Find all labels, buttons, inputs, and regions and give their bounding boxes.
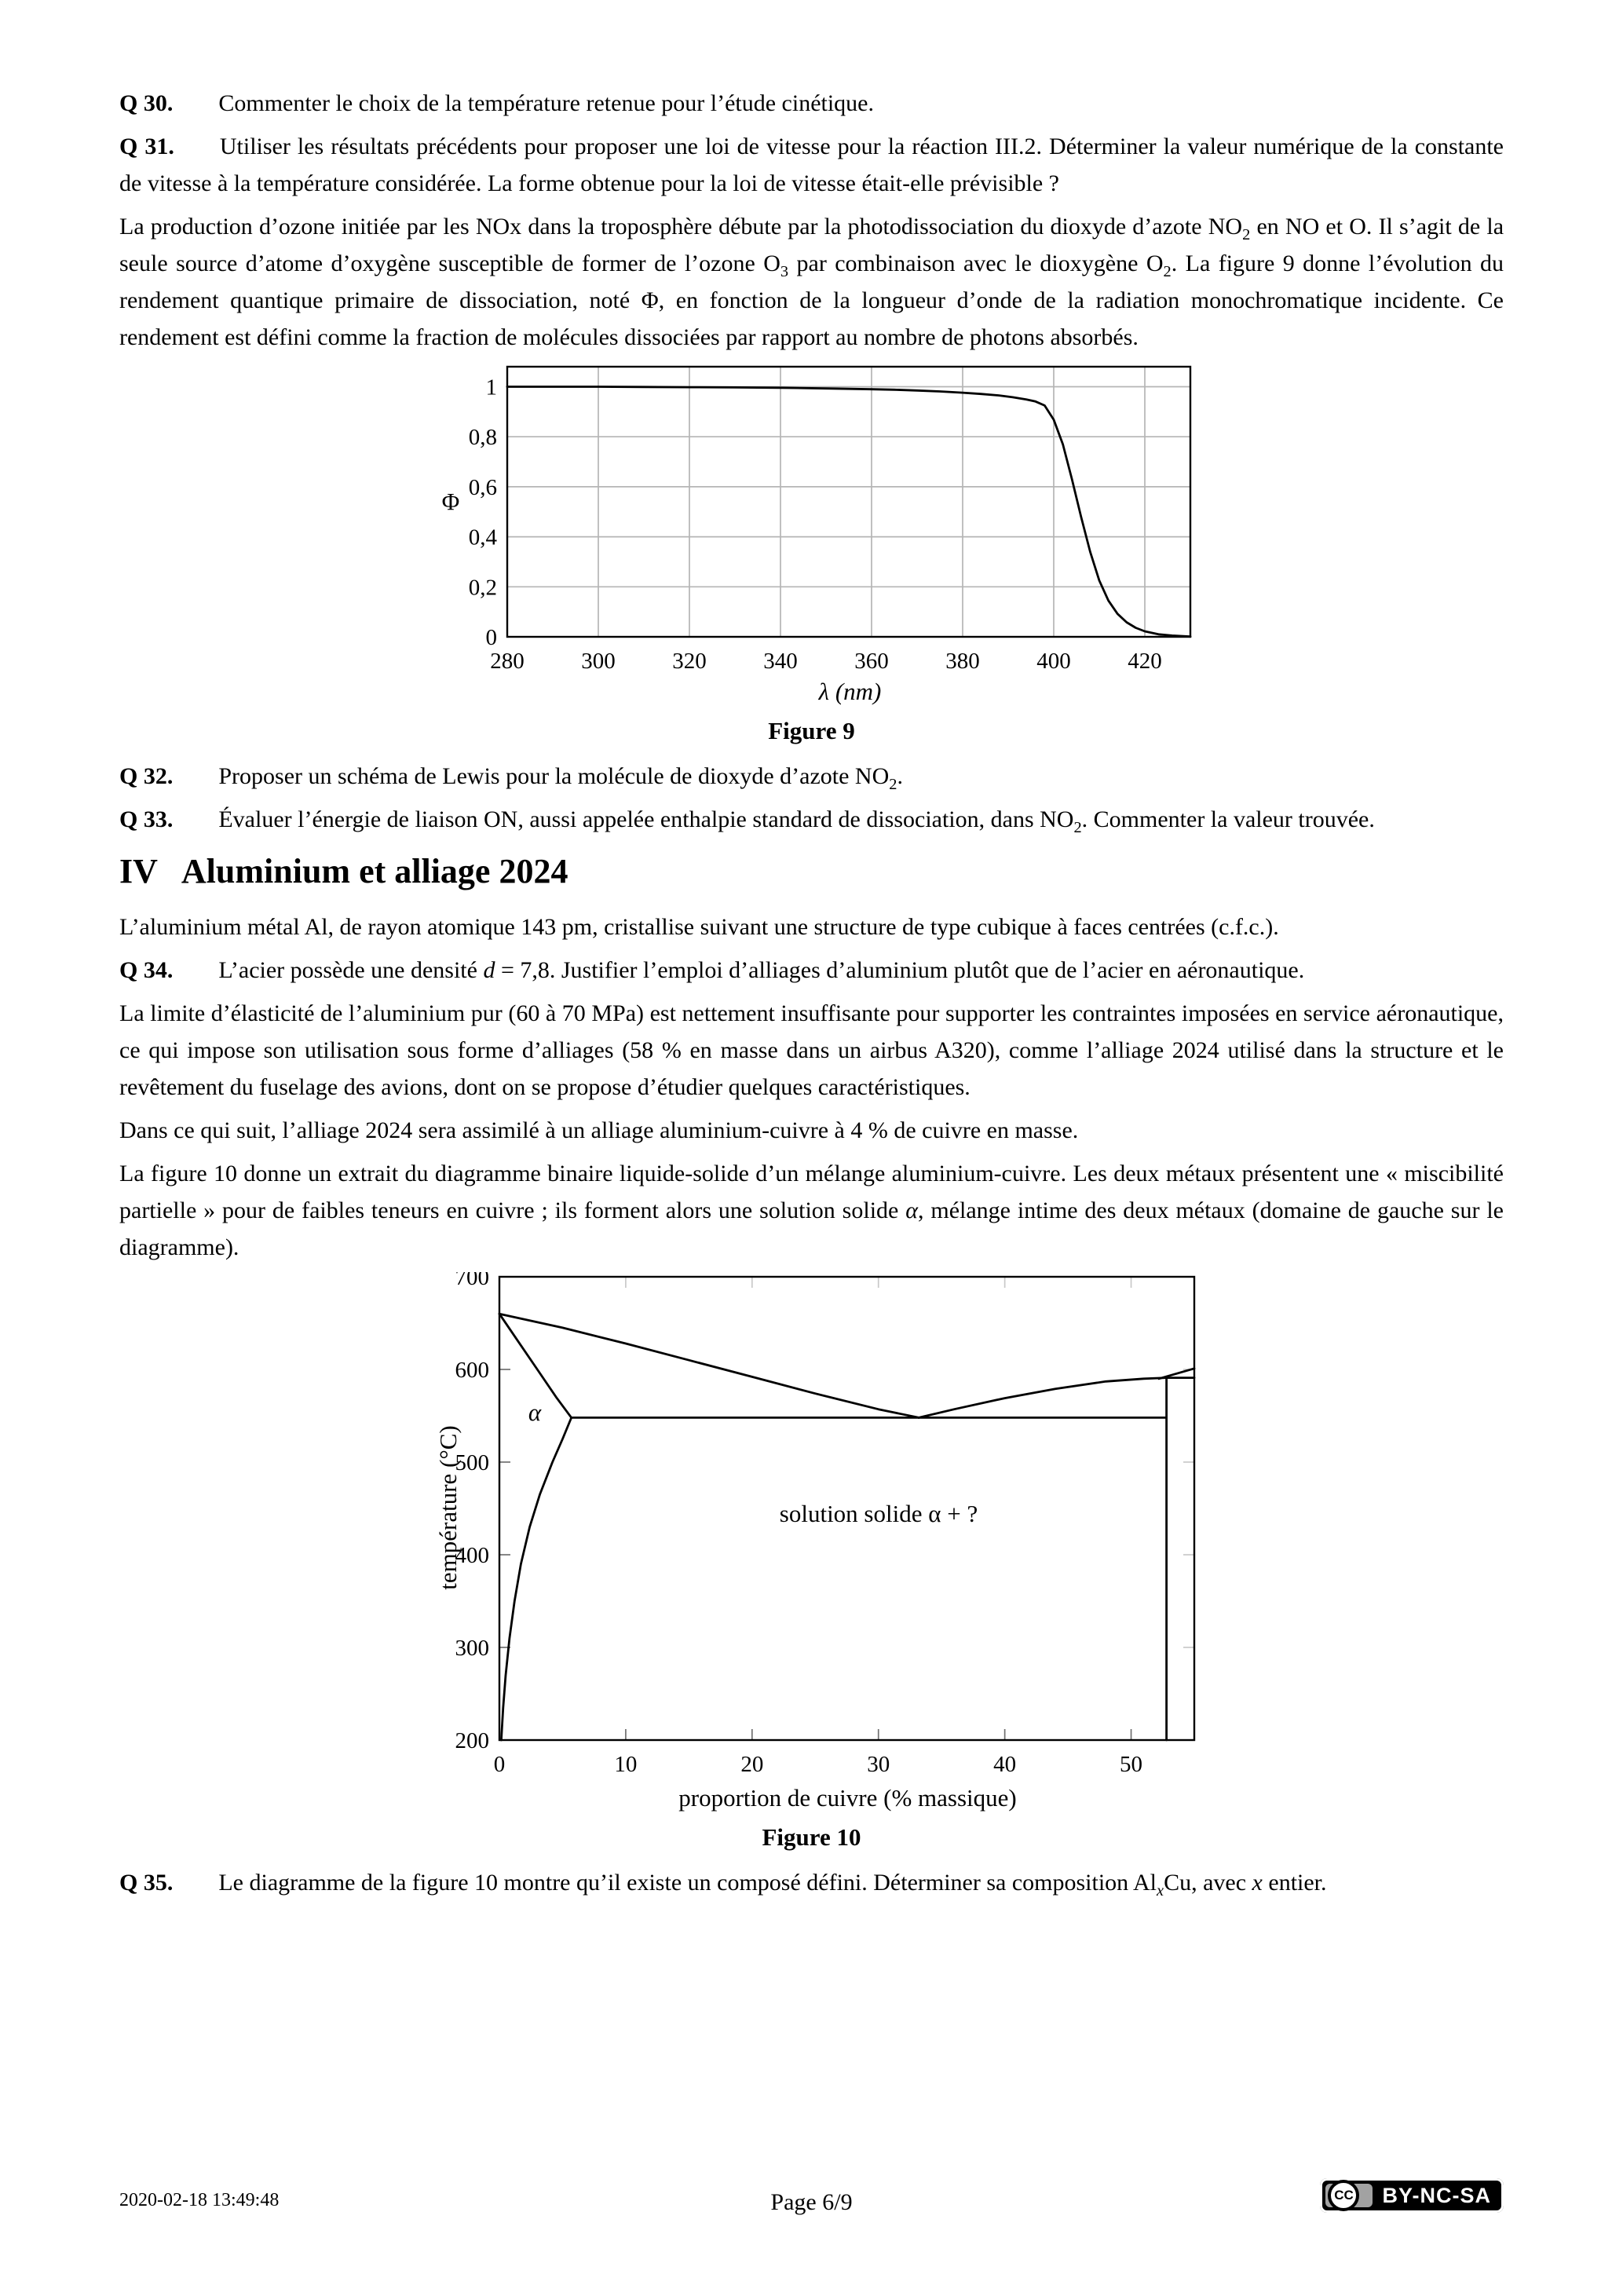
question-34-text: L’acier possède une densité d = 7,8. Justifier l’emploi d’alliages d’aluminium plutôt que de l’acier en aéronautique. [218,957,1305,983]
cc-license-label: BY-NC-SA [1382,2183,1491,2207]
svg-text:340: 340 [763,649,798,674]
question-34 [119,952,1504,989]
svg-text:400: 400 [1036,649,1071,674]
svg-text:400: 400 [455,1543,489,1568]
svg-text:300: 300 [581,649,616,674]
svg-text:300: 300 [455,1636,489,1661]
section-title: Aluminium et alliage 2024 [181,852,568,890]
section-heading [119,849,1504,894]
svg-text:0,6: 0,6 [468,474,497,500]
cc-license-badge [1320,2178,1504,2213]
cc-logo-icon: CC [1328,2180,1359,2211]
svg-text:200: 200 [455,1728,489,1753]
paragraph-suite: Dans ce qui suit, l’alliage 2024 sera assimilé à un alliage aluminium-cuivre à 4 % de cuivre en masse. [119,1117,1079,1143]
question-32 [119,758,1504,795]
figure-9-y-axis-label: Φ [441,488,460,515]
section-number: IV [119,852,158,890]
paragraph-figure10: La figure 10 donne un extrait du diagramme binaire liquide-solide d’un mélange aluminium-cuivre. Les deux métaux présentent une « miscibilité partielle » pour de faibles teneurs en cuivre ; ils forment alors une solution solide α, mélange intime des deux métaux (domaine de gauche sur le diagramme). [119,1161,1504,1260]
question-30-label: Q 30. [119,90,174,116]
question-35 [119,1864,1504,1901]
svg-text:1: 1 [485,375,497,400]
question-31-label: Q 31. [119,133,174,159]
svg-text:0,4: 0,4 [468,525,497,550]
svg-text:0: 0 [493,1752,506,1777]
svg-text:380: 380 [945,649,980,674]
question-32-text: Proposer un schéma de Lewis pour la molécule de dioxyde d’azote $NO_2$. [218,763,903,793]
svg-text:320: 320 [672,649,707,674]
page-footer [119,2172,1504,2217]
question-35-label: Q 35. [119,1870,174,1896]
footer-timestamp: 2020-02-18 13:49:48 [119,2190,280,2210]
svg-text:10: 10 [614,1752,638,1777]
figure-9-plot [429,362,1194,676]
svg-text:280: 280 [490,649,525,674]
svg-text:20: 20 [740,1752,764,1777]
solid-solution-label: solution solide α + ? [779,1500,978,1527]
figure-10-chart-area [425,1272,1198,1782]
question-30 [119,85,1504,122]
svg-text:600: 600 [455,1358,489,1383]
paragraph-aluminium: L’aluminium métal Al, de rayon atomique 143 pm, cristallise suivant une structure de type cubique à faces centrées (c.f.c.). [119,914,1279,940]
question-33-label: Q 33. [119,806,174,832]
question-35-text: Le diagramme de la figure 10 montre qu’il existe un composé défini. Déterminer sa composition $Al_xCu$, avec x entier. [218,1870,1327,1899]
question-34-label: Q 34. [119,957,174,983]
question-32-label: Q 32. [119,763,174,789]
figure-9-caption: Figure 9 [768,717,855,744]
question-31-text: Utiliser les résultats précédents pour proposer une loi de vitesse pour la réaction III.2. Déterminer la valeur numérique de la constante de vitesse à la température considérée. La forme obtenue pour la loi de vitesse était-elle prévisible ? [119,133,1504,196]
svg-text:0,2: 0,2 [468,575,497,601]
svg-text:360: 360 [854,649,889,674]
footer-page-number: Page 6/9 [770,2189,853,2215]
question-33-text: Évaluer l’énergie de liaison ON, aussi appelée enthalpie standard de dissociation, dans $NO_2$. Commenter la valeur trouvée. [218,806,1375,836]
figure-10-x-axis-label: proportion de cuivre (% massique) [678,1784,1017,1812]
svg-text:40: 40 [993,1752,1017,1777]
cc-logo-background [1325,2184,1373,2207]
figure-9-chart-area [429,362,1194,676]
svg-text:500: 500 [455,1450,489,1475]
figure-9 [119,362,1504,745]
figure-9-x-axis-label: λ (nm) [818,678,882,705]
paragraph-ozone: La production d’ozone initiée par les NOx dans la troposphère débute par la photodissociation du dioxyde d’azote $NO_2$ en NO et O. Il s’agit de la seule source d’atome d’oxygène susceptible de former de l’ozone $O_3$ par combinaison avec le dioxygène $O_2$. La figure 9 donne l’évolution du rendement quantique primaire de dissociation, noté Φ, en fonction de la longueur d’onde de la radiation monochromatique incidente. Ce rendement est défini comme la fraction de molécules dissociées par rapport au nombre de photons absorbés. [119,214,1504,350]
svg-text:0: 0 [485,625,497,650]
figure-10-caption: Figure 10 [762,1823,861,1851]
question-31 [119,128,1504,202]
figure-10 [119,1272,1504,1852]
svg-text:0,8: 0,8 [468,425,497,451]
figure-10-y-axis-label: température (°C) [434,1425,462,1590]
alpha-phase-label: α [528,1398,542,1426]
svg-text:700: 700 [455,1272,489,1290]
paragraph-elasticite: La limite d’élasticité de l’aluminium pur (60 à 70 MPa) est nettement insuffisante pour supporter les contraintes imposées en service aéronautique, ce qui impose son utilisation sous forme d’alliages (58 % en masse dans un airbus A320), comme l’alliage 2024 utilisé dans la structure et le revêtement du fuselage des avions, dont on se propose d’étudier quelques caractéristiques. [119,1000,1504,1100]
question-33 [119,801,1504,838]
svg-text:420: 420 [1128,649,1162,674]
svg-text:50: 50 [1120,1752,1143,1777]
question-30-text: Commenter le choix de la température retenue pour l’étude cinétique. [218,90,874,116]
svg-text:30: 30 [867,1752,890,1777]
